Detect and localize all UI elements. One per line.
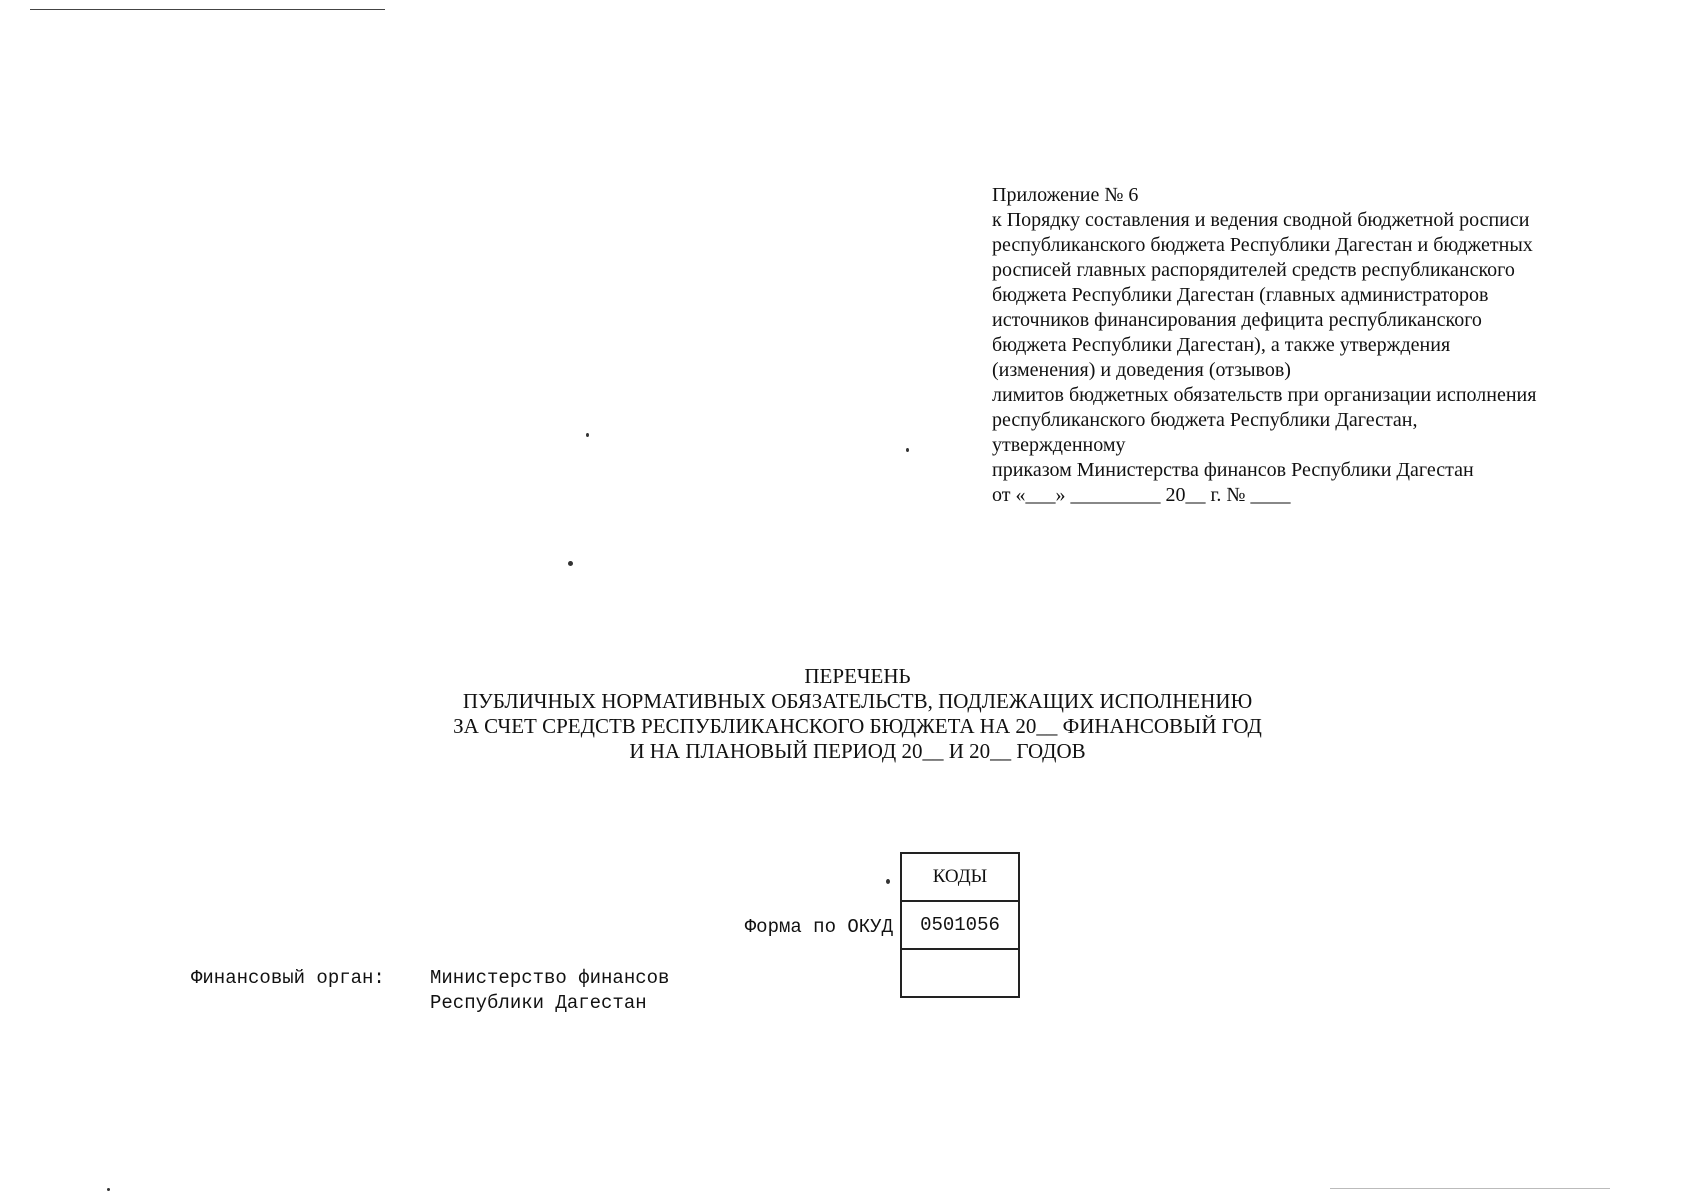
title-line: И НА ПЛАНОВЫЙ ПЕРИОД 20__ И 20__ ГОДОВ bbox=[629, 739, 1086, 763]
codes-header-cell: КОДЫ bbox=[901, 853, 1019, 901]
scan-speck bbox=[586, 433, 589, 437]
appendix-line: бюджета Республики Дагестан), а также утверждения bbox=[992, 334, 1451, 356]
title-line: ПУБЛИЧНЫХ НОРМАТИВНЫХ ОБЯЗАТЕЛЬСТВ, ПОДЛЕЖАЩИХ ИСПОЛНЕНИЮ bbox=[462, 689, 1253, 713]
appendix-line: к Порядку составления и ведения сводной бюджетной росписи bbox=[992, 209, 1530, 231]
scan-speck bbox=[906, 448, 909, 452]
appendix-line: росписей главных распорядителей средств республиканского bbox=[992, 259, 1515, 281]
codes-row-okud bbox=[901, 901, 1019, 949]
appendix-line: (изменения) и доведения (отзывов) bbox=[992, 359, 1291, 381]
codes-row-empty bbox=[901, 949, 1019, 997]
scan-speck bbox=[886, 879, 890, 884]
financial-body-value-line: Министерство финансов bbox=[430, 967, 670, 989]
document-title bbox=[300, 664, 1415, 764]
codes-table bbox=[900, 852, 1020, 998]
empty-code-cell bbox=[901, 949, 1019, 997]
scan-edge-line-bottom bbox=[1330, 1188, 1610, 1189]
appendix-line: Приложение № 6 bbox=[992, 184, 1139, 206]
appendix-line: от «___» _________ 20__ г. № ____ bbox=[992, 484, 1291, 506]
appendix-line: источников финансирования дефицита республиканского bbox=[992, 309, 1482, 331]
okud-form-label: Форма по ОКУД bbox=[744, 916, 893, 938]
appendix-line: утвержденному bbox=[992, 434, 1126, 456]
scan-speck bbox=[107, 1188, 110, 1191]
financial-body-value-line: Республики Дагестан bbox=[430, 992, 647, 1014]
title-line: ПЕРЕЧЕНЬ bbox=[804, 664, 911, 688]
financial-body-label: Финансовый орган: bbox=[191, 967, 385, 989]
appendix-line: приказом Министерства финансов Республики Дагестан bbox=[992, 459, 1474, 481]
financial-body-value bbox=[430, 966, 669, 1016]
scan-edge-line-top bbox=[30, 9, 385, 10]
appendix-line: бюджета Республики Дагестан (главных администраторов bbox=[992, 284, 1489, 306]
scan-speck bbox=[568, 561, 573, 566]
appendix-line: республиканского бюджета Республики Дагестан, bbox=[992, 409, 1418, 431]
okud-code-cell: 0501056 bbox=[901, 901, 1019, 949]
title-line: ЗА СЧЕТ СРЕДСТВ РЕСПУБЛИКАНСКОГО БЮДЖЕТА НА 20__ ФИНАНСОВЫЙ ГОД bbox=[453, 714, 1262, 738]
appendix-line: лимитов бюджетных обязательств при организации исполнения bbox=[992, 384, 1537, 406]
codes-row-header bbox=[901, 853, 1019, 901]
appendix-block bbox=[992, 183, 1632, 508]
appendix-line: республиканского бюджета Республики Дагестан и бюджетных bbox=[992, 234, 1533, 256]
